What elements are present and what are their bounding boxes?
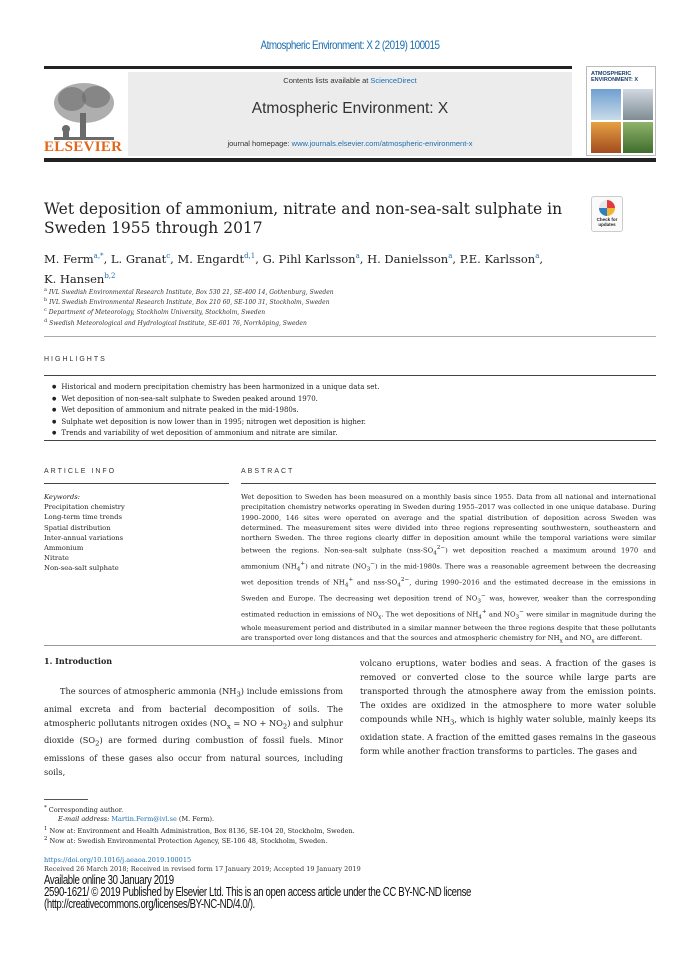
- highlights-list: [52, 382, 652, 440]
- availability-license: Available online 30 January 2019 2590-1621/ © 2019 Published by Elsevier Ltd. This is an open access article under the CC BY-NC-ND license (http://creativecommons.org/licenses/BY-NC-ND/4.0/).: [44, 874, 606, 910]
- author[interactable]: L. Granat$^c$: [110, 251, 171, 266]
- abstract-text: Wet deposition to Sweden has been measured on a monthly basis since 1955. Data from all national and international precipitation chemistry networks operating in Sweden during 1955–2017 was collected in one unique database. During 1990–2000, 146 sites were operated on average and the spatial distribution of deposition across Sweden was determined. The measurement sites were divided into three regions representing southwestern, southeastern and northern Sweden. The three regions clearly differ in deposition amount while the temporal variations were similar between the regions. Non-sea-salt sulphate $(nss-SO_4^{2-})$ wet deposition reached a maximum around 1970 and ammonium $(NH_4^+)$ and nitrate $(NO_3^-)$ in the mid-1980s. There was a reasonable agreement between the decreasing wet deposition trends of $NH_4^+$ and nss-$SO_4^{2-}$, during 1990–2016 and the estimated decrease in the emissions in Sweden and Europe. The decreasing wet deposition trend of $NO_3^-$ was, however, weaker than the corresponding estimated reduction in emissions of $NO_x$. The wet depositions of $NH_4^+$ and $NO_3^-$ were similar in magnitude during the whole measurement period and distributed in a similar manner between the three regions despite that these pollutants are transported over long distances and that the sources and atmospheric chemistry for $NH_x$ and $NO_x$ are different.: [241, 493, 656, 645]
- cover-image-fire: [591, 122, 621, 153]
- cover-image-clouds: [623, 89, 653, 120]
- highlight-item: ● Historical and modern precipitation chemistry has been harmonized in a unique data set.: [52, 382, 652, 394]
- check-for-updates-badge[interactable]: [591, 196, 623, 232]
- highlights-rule-top: [44, 375, 656, 376]
- article-title: Wet deposition of ammonium, nitrate and non-sea-salt sulphate in Sweden 1955 through 2017: [44, 200, 563, 237]
- journal-title: Atmospheric Environment: X: [251, 100, 449, 117]
- header-rule-top: [44, 66, 572, 69]
- highlight-item: ● Sulphate wet deposition is now lower than in 1995; nitrogen wet deposition is higher.: [52, 417, 652, 429]
- check-updates-label: Check for updates: [596, 217, 618, 227]
- author[interactable]: G. Pihl Karlsson$^a$: [262, 251, 360, 266]
- affiliation-divider: [44, 336, 656, 337]
- author[interactable]: P.E. Karlsson$^a$: [459, 251, 540, 266]
- intro-column-left: The sources of atmospheric ammonia $(NH_3)$ include emissions from animal excreta and from bacterial decomposition of soils. The atmospheric pollutants nitrogen oxides ($NO_x$ = NO + $NO_2$) and sulphur dioxide $(SO_2)$ are formed during combustion of fossil fuels. Minor emissions of these gases also occur from natural sources, including soils,: [44, 686, 344, 777]
- keyword: Ammonium: [44, 544, 84, 553]
- highlights-heading: HIGHLIGHTS: [44, 356, 107, 363]
- keywords-label: Keywords:: [44, 493, 81, 501]
- cover-title: ATMOSPHERIC ENVIRONMENT: X: [591, 71, 639, 83]
- homepage-link[interactable]: www.journals.elsevier.com/atmospheric-environment-x: [291, 139, 473, 148]
- keywords-block: [44, 492, 214, 574]
- homepage-prefix: journal homepage:: [227, 139, 292, 148]
- article-info-heading: ARTICLE INFO: [44, 468, 117, 475]
- author-list: M. Ferm$^{a,*}$, L. Granat$^c$, M. Engardt$^{d,1}$, G. Pihl Karlsson$^a$, H. Danielsson$^a$, P.E. Karlsson$^a$, K. Hansen$^{b,2}$: [44, 251, 544, 286]
- author[interactable]: K. Hansen$^{b,2}$: [44, 271, 116, 286]
- license-link[interactable]: (http://creativecommons.org/licenses/BY-NC-ND/4.0/).: [44, 896, 255, 911]
- affiliation: $^c$ Department of Meteorology, Stockholm University, Stockholm, Sweden: [44, 307, 266, 316]
- keyword: Non-sea-salt sulphate: [44, 564, 119, 573]
- author[interactable]: M. Ferm$^{a,*}$: [44, 251, 104, 266]
- highlight-item: ● Trends and variability of wet deposition of ammonium and nitrate are similar.: [52, 428, 652, 440]
- footnote-corresponding: * Corresponding author.: [44, 805, 124, 815]
- sciencedirect-link[interactable]: ScienceDirect: [370, 76, 417, 85]
- keyword: Long-term time trends: [44, 513, 122, 522]
- footnote-2: $^2$ Now at: Swedish Environmental Protection Agency, SE-106 48, Stockholm, Sweden.: [44, 836, 328, 846]
- publisher-logo-text: ELSEVIER: [44, 139, 123, 155]
- affiliation: $^d$ Swedish Meteorological and Hydrological Institute, SE-601 76, Norrköping, Sweden: [44, 318, 307, 327]
- footnote-email: E-mail address: Martin.Ferm@ivl.se (M. Ferm).: [58, 815, 215, 823]
- affiliation: $^a$ IVL Swedish Environmental Research Institute, Box 530 21, SE-400 14, Gothenburg, Sweden: [44, 287, 334, 296]
- affiliation: $^b$ IVL Swedish Environmental Research Institute, Box 210 60, SE-100 31, Stockholm, Sweden: [44, 297, 330, 306]
- intro-column-right: volcano eruptions, water bodies and seas. A fraction of the gases is removed or converted close to the source while large parts are transported through the atmosphere away from the emission points. The oxides are oxidized in the atmosphere to more water soluble compounds while $NH_3$, which is highly water soluble, mainly keeps its oxidation state. A fraction of the emitted gases remains in the gaseous form while another fraction transforms to particles. The gases and: [360, 658, 656, 756]
- section-heading-introduction: 1. Introduction: [44, 656, 113, 666]
- journal-cover-thumbnail: [586, 66, 656, 156]
- highlights-rule-bottom: [44, 440, 656, 441]
- keyword: Inter-annual variations: [44, 533, 124, 542]
- keyword: Precipitation chemistry: [44, 503, 125, 512]
- keyword: Nitrate: [44, 554, 69, 563]
- keyword: Spatial distribution: [44, 523, 111, 532]
- article-info-rule: [44, 483, 229, 484]
- highlight-item: ● Wet deposition of ammonium and nitrate peaked in the mid-1980s.: [52, 405, 652, 417]
- journal-homepage: [128, 139, 572, 148]
- cover-image-land: [623, 122, 653, 153]
- contents-prefix: Contents lists available at: [283, 76, 371, 85]
- abstract-heading: ABSTRACT: [241, 468, 295, 475]
- email-link[interactable]: Martin.Ferm@ivl.se: [111, 815, 177, 823]
- highlight-item: ● Wet deposition of non-sea-salt sulphate to Sweden peaked around 1970.: [52, 394, 652, 406]
- footnote-1: $^1$ Now at: Environment and Health Administration, Box 8136, SE-104 20, Stockholm, Sweden.: [44, 826, 355, 836]
- abstract-divider: [44, 645, 656, 646]
- contents-line: [128, 76, 572, 85]
- footnote-rule: [44, 799, 88, 800]
- article-dates: Received 26 March 2018; Received in revised form 17 January 2019; Accepted 19 January 2019: [44, 865, 361, 873]
- header-rule-bottom: [44, 158, 656, 162]
- cover-image-grid: [591, 89, 653, 153]
- check-updates-icon: [599, 200, 615, 216]
- cover-image-sky: [591, 89, 621, 120]
- abstract-rule: [241, 483, 656, 484]
- author[interactable]: M. Engardt$^{d,1}$: [177, 251, 256, 266]
- author[interactable]: H. Danielsson$^a$: [367, 251, 453, 266]
- doi-link[interactable]: https://doi.org/10.1016/j.aeaoa.2019.100015: [44, 856, 192, 864]
- journal-reference[interactable]: Atmospheric Environment: X 2 (2019) 100015: [260, 38, 440, 52]
